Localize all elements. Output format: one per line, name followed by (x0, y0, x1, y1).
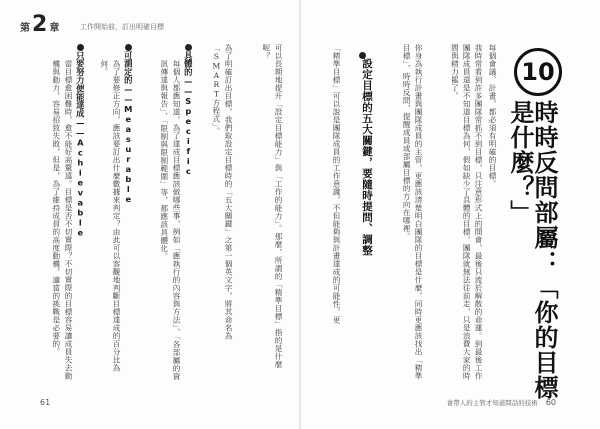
item-dash: —— (75, 117, 86, 138)
left-paragraph-3: 每個人都應知道，為了達成目標應該做哪些事，例如「應執行的內容與方法」、「各部屬的資訊傳達與報告」、「限制與限制範圍」等，都應該具體化。 (159, 60, 181, 381)
left-paragraph-4: 為了要修正方向，應該要訂出什麼數據來判定？由此可以客觀地判斷目標達成的百分比為何。 (99, 60, 121, 372)
footer-right (447, 398, 556, 407)
bullet-icon (125, 44, 132, 51)
right-paragraph-3: 你身為執行計畫與團隊成員的主管，更應該清楚明白團隊的目標是什麼，同時更應該找出「精準目標」，時時反問，提醒成員或部屬目標的方向在哪裡。 (402, 44, 423, 380)
left-paragraph-5: 當目標愈困難時，愈不能好高騖遠。目標是否不切實際？不切實際的目標容易讓成員失去動機與動力，容易招致失敗，但是，為了維持成員的高度動機，適當的挑戰是必要的。 (51, 60, 73, 380)
smart-item-measurable (124, 44, 132, 244)
smart-item-specific (184, 44, 192, 244)
left-page-number: 61 (40, 398, 51, 407)
footer-book-title: 會帶人的主管才知道問話的技術 (446, 399, 538, 407)
chapter-suffix: 章 (49, 23, 60, 34)
item-dash: —— (183, 75, 194, 96)
item-label: 只要努力便能達成 (75, 51, 86, 118)
item-en: Measurable (123, 104, 134, 205)
bullet-icon (185, 44, 192, 51)
left-paragraph-1: 可以長期地提升「設定目標能力」與「工作的能力」。那麼，所謂的「精準目標」指的是什麼呢？ (261, 44, 283, 369)
item-label: 具體的 (183, 51, 194, 76)
item-label: 可測定的 (123, 51, 134, 85)
chapter-prefix: 第 (20, 23, 30, 34)
chapter-label (20, 12, 59, 37)
chapter-subtitle: 工作開始前，訂出明確目標 (80, 23, 164, 31)
page-gutter (299, 0, 301, 429)
item-en: Specific (183, 95, 194, 176)
section-heading: 設定目標的五大關鍵，要隨時提問、調整 (361, 58, 373, 256)
section-title: 時時反問部屬：「你的目標是什麼？」 (506, 100, 558, 400)
right-paragraph-1: 每個會議、計畫，都必須有明確的目標。 (488, 44, 497, 188)
right-page-number: 60 (545, 398, 556, 407)
left-paragraph-2: 為了明確訂出目標，我們取設定目標時的「五大關鍵」之第一個英文字，將其命名為「SMART方程式」。 (211, 44, 233, 340)
chapter-number: 2 (32, 12, 48, 37)
right-after-heading: 「精準目標」可以說是團隊成員的工作意識，不但能夠與計畫達成的可能性，更 (332, 44, 341, 324)
heading-bullet (359, 44, 373, 58)
smart-item-achievable (76, 44, 84, 274)
section-number-badge: 10 (514, 48, 562, 96)
right-paragraph-2: 我時常看到許多團隊常抓不到目標，只注意形式上的開會，最後只流於解散的命運。到最後工作團隊成員還是不知道目標為何，假如缺少了具體的目標，團隊就無法往前走，只是浪費大家的時間與精力罷了。 (450, 44, 483, 380)
bullet-icon (77, 44, 84, 51)
item-en: Achievable (75, 137, 86, 238)
item-dash: —— (123, 84, 134, 105)
